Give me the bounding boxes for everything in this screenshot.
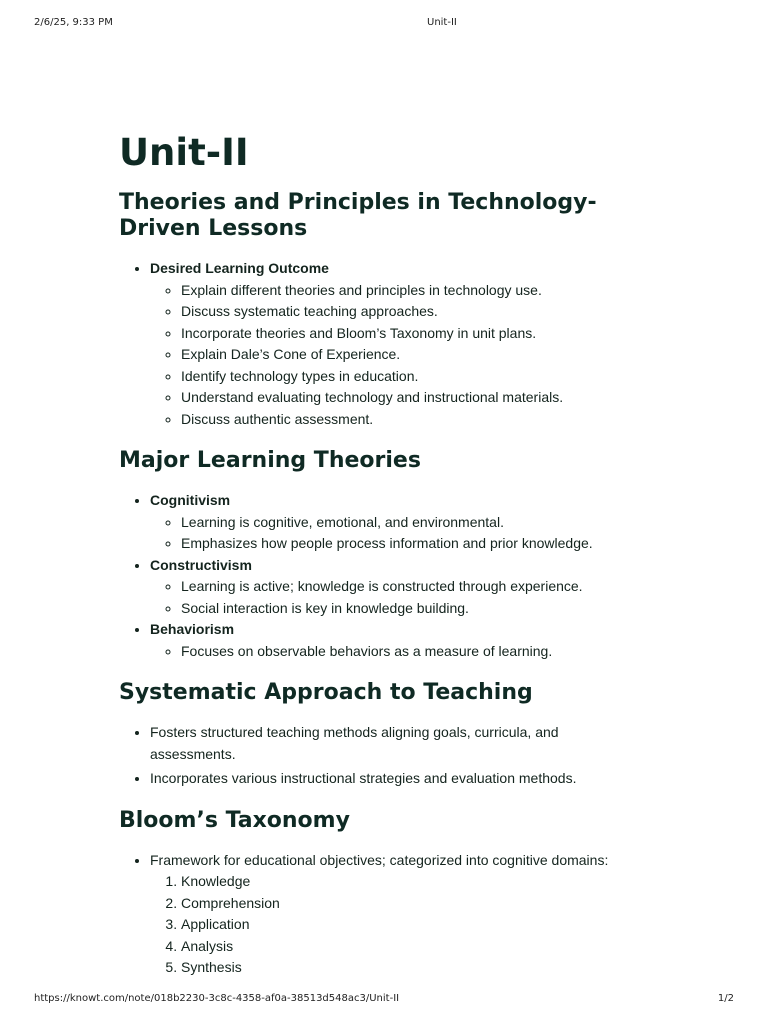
list-item: ◦ Discuss authentic assessment. (181, 409, 619, 431)
print-header (0, 17, 768, 31)
list-item (150, 850, 619, 979)
group-label-behaviorism: Behaviorism (150, 621, 235, 637)
list-item: ◦ Learning is cognitive, emotional, and environmental. (181, 512, 619, 534)
list-item: ◦ Learning is active; knowledge is constructed through experience. (181, 576, 619, 598)
list-item: ◦ Identify technology types in education. (181, 366, 619, 388)
list-item: ◦ Explain different theories and principles in technology use. (181, 280, 619, 302)
page-number: 1/2 (717, 993, 734, 1004)
section-heading-blooms-taxonomy: Bloom’s Taxonomy (119, 807, 350, 833)
section-heading-theories-principles: Theories and Principles in Technology-Driven Lessons (119, 190, 597, 241)
list-item: 5. Synthesis (181, 957, 619, 979)
list-item: 4. Analysis (181, 936, 619, 958)
theories-list (119, 490, 619, 662)
list-item: ◦ Social interaction is key in knowledge building. (181, 598, 619, 620)
print-title: Unit-II (427, 17, 457, 28)
sub-list (150, 576, 619, 619)
print-url: https://knowt.com/note/018b2230-3c8c-4358-af0a-38513d548ac3/Unit-II (34, 993, 400, 1004)
systematic-list (119, 722, 619, 790)
group-label-constructivism: Constructivism (150, 556, 252, 573)
list-item: ◦ Understand evaluating technology and instructional materials. (181, 387, 619, 409)
print-date: 2/6/25, 9:33 PM (34, 17, 113, 28)
outcome-list (119, 258, 619, 430)
list-item: • Fosters structured teaching methods aligning goals, curricula, and assessments. (150, 722, 619, 768)
sub-list (150, 641, 619, 663)
sub-list (150, 280, 619, 431)
list-item (150, 258, 619, 430)
section-heading-major-theories: Major Learning Theories (119, 448, 421, 473)
list-item: ◦ Discuss systematic teaching approaches. (181, 301, 619, 323)
list-item: ◦ Incorporate theories and Bloom’s Taxonomy in unit plans. (181, 323, 619, 345)
list-item (150, 490, 619, 555)
sub-list (150, 512, 619, 555)
list-item: 2. Comprehension (181, 893, 619, 915)
group-label-cognitivism: Cognitivism (150, 492, 231, 508)
cognitive-domains-list (150, 871, 619, 979)
group-label-desired-outcome: Desired Learning Outcome (150, 260, 329, 276)
list-item: 1. Knowledge (181, 871, 619, 893)
print-footer (0, 993, 768, 1007)
list-item: ◦ Explain Dale’s Cone of Experience. (181, 344, 619, 366)
list-item: ◦ Emphasizes how people process information and prior knowledge. (181, 533, 619, 555)
section-heading-systematic-approach: Systematic Approach to Teaching (119, 680, 533, 705)
document-body (119, 128, 619, 979)
blooms-list (119, 850, 619, 979)
list-item (150, 555, 619, 620)
page-title: Unit-II (119, 131, 249, 174)
blooms-lead-text: Framework for educational objectives; categorized into cognitive domains: (150, 851, 609, 868)
list-item (150, 619, 619, 662)
list-item: 3. Application (181, 914, 619, 936)
list-item: • Incorporates various instructional strategies and evaluation methods. (150, 768, 619, 790)
list-item: ◦ Focuses on observable behaviors as a measure of learning. (181, 641, 619, 663)
